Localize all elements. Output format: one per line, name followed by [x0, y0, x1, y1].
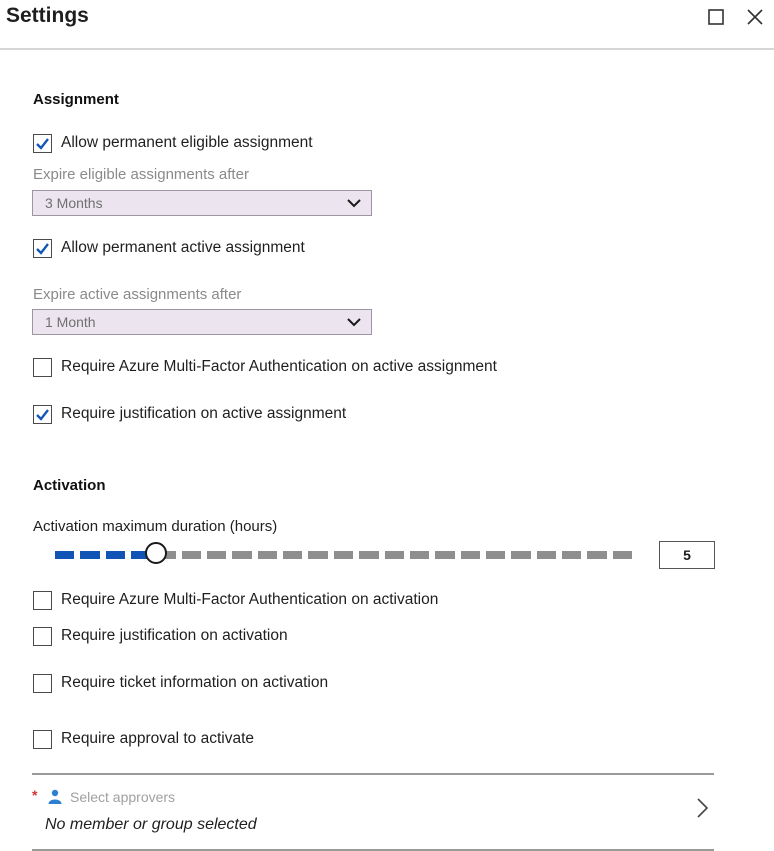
slider-segment: [410, 551, 429, 559]
require-justification-activation-row[interactable]: [33, 625, 288, 647]
slider-segment: [258, 551, 277, 559]
slider-segment-active: [55, 551, 74, 559]
slider-segment: [283, 551, 302, 559]
slider-segment: [385, 551, 404, 559]
require-justification-activation-label: Require justification on activation: [61, 627, 288, 644]
require-ticket-activation-row[interactable]: [33, 672, 328, 694]
slider-segment: [486, 551, 505, 559]
user-icon: [48, 789, 62, 805]
require-justification-active-label: Require justification on active assignment: [61, 405, 347, 422]
approvers-header: [48, 789, 175, 805]
allow-permanent-eligible-row[interactable]: [33, 132, 313, 154]
slider-thumb[interactable]: [145, 542, 167, 564]
select-approvers-label: Select approvers: [70, 789, 176, 805]
approvers-top-divider: [32, 773, 714, 775]
activation-duration-slider[interactable]: [55, 548, 638, 562]
slider-segment: [537, 551, 556, 559]
panel-title: Settings: [6, 4, 89, 27]
header-divider: [0, 48, 774, 50]
require-mfa-active-row[interactable]: [33, 356, 497, 378]
expire-active-value: 1 Month: [45, 314, 96, 330]
require-justification-active-checkbox[interactable]: [33, 405, 52, 424]
slider-segment: [562, 551, 581, 559]
expire-active-label: Expire active assignments after: [33, 286, 242, 303]
require-ticket-activation-checkbox[interactable]: [33, 674, 52, 693]
expire-active-select[interactable]: [32, 309, 372, 335]
slider-segment: [182, 551, 201, 559]
close-icon: [746, 8, 764, 26]
slider-segment: [232, 551, 251, 559]
require-justification-activation-checkbox[interactable]: [33, 627, 52, 646]
checkmark-icon: [35, 241, 50, 256]
slider-segment: [461, 551, 480, 559]
require-mfa-active-label: Require Azure Multi-Factor Authentication on active assignment: [61, 358, 497, 375]
maximize-button[interactable]: [705, 6, 727, 28]
require-mfa-activation-checkbox[interactable]: [33, 591, 52, 610]
square-icon: [708, 9, 724, 25]
require-approval-row[interactable]: [33, 728, 254, 750]
allow-permanent-active-row[interactable]: [33, 237, 305, 259]
checkmark-icon: [35, 407, 50, 422]
slider-segment: [207, 551, 226, 559]
allow-permanent-eligible-checkbox[interactable]: [33, 134, 52, 153]
assignment-heading: Assignment: [33, 91, 119, 108]
close-button[interactable]: [744, 6, 766, 28]
require-justification-active-row[interactable]: [33, 403, 346, 425]
expire-eligible-value: 3 Months: [45, 195, 103, 211]
slider-segment: [334, 551, 353, 559]
slider-segment: [308, 551, 327, 559]
require-ticket-activation-label: Require ticket information on activation: [61, 674, 329, 691]
required-marker: *: [32, 787, 38, 803]
chevron-down-icon: [347, 199, 361, 208]
slider-segment: [359, 551, 378, 559]
select-approvers-field[interactable]: [32, 783, 714, 847]
slider-segment: [587, 551, 606, 559]
require-mfa-active-checkbox[interactable]: [33, 358, 52, 377]
slider-segment-active: [106, 551, 125, 559]
chevron-down-icon: [347, 318, 361, 327]
approvers-value: No member or group selected: [45, 816, 257, 833]
slider-segment-active: [80, 551, 99, 559]
require-mfa-activation-row[interactable]: [33, 589, 438, 611]
expire-eligible-label: Expire eligible assignments after: [33, 166, 249, 183]
require-mfa-activation-label: Require Azure Multi-Factor Authentication on activation: [61, 591, 439, 608]
require-approval-label: Require approval to activate: [61, 730, 255, 747]
chevron-right-icon[interactable]: [696, 797, 710, 819]
slider-segment: [511, 551, 530, 559]
activation-heading: Activation: [33, 477, 106, 494]
activation-duration-label: Activation maximum duration (hours): [33, 518, 278, 535]
expire-eligible-select[interactable]: [32, 190, 372, 216]
slider-segment: [613, 551, 632, 559]
checkmark-icon: [35, 136, 50, 151]
slider-segment: [435, 551, 454, 559]
allow-permanent-eligible-label: Allow permanent eligible assignment: [61, 134, 313, 151]
allow-permanent-active-checkbox[interactable]: [33, 239, 52, 258]
require-approval-checkbox[interactable]: [33, 730, 52, 749]
allow-permanent-active-label: Allow permanent active assignment: [61, 239, 305, 256]
activation-duration-input[interactable]: 5: [659, 541, 715, 569]
